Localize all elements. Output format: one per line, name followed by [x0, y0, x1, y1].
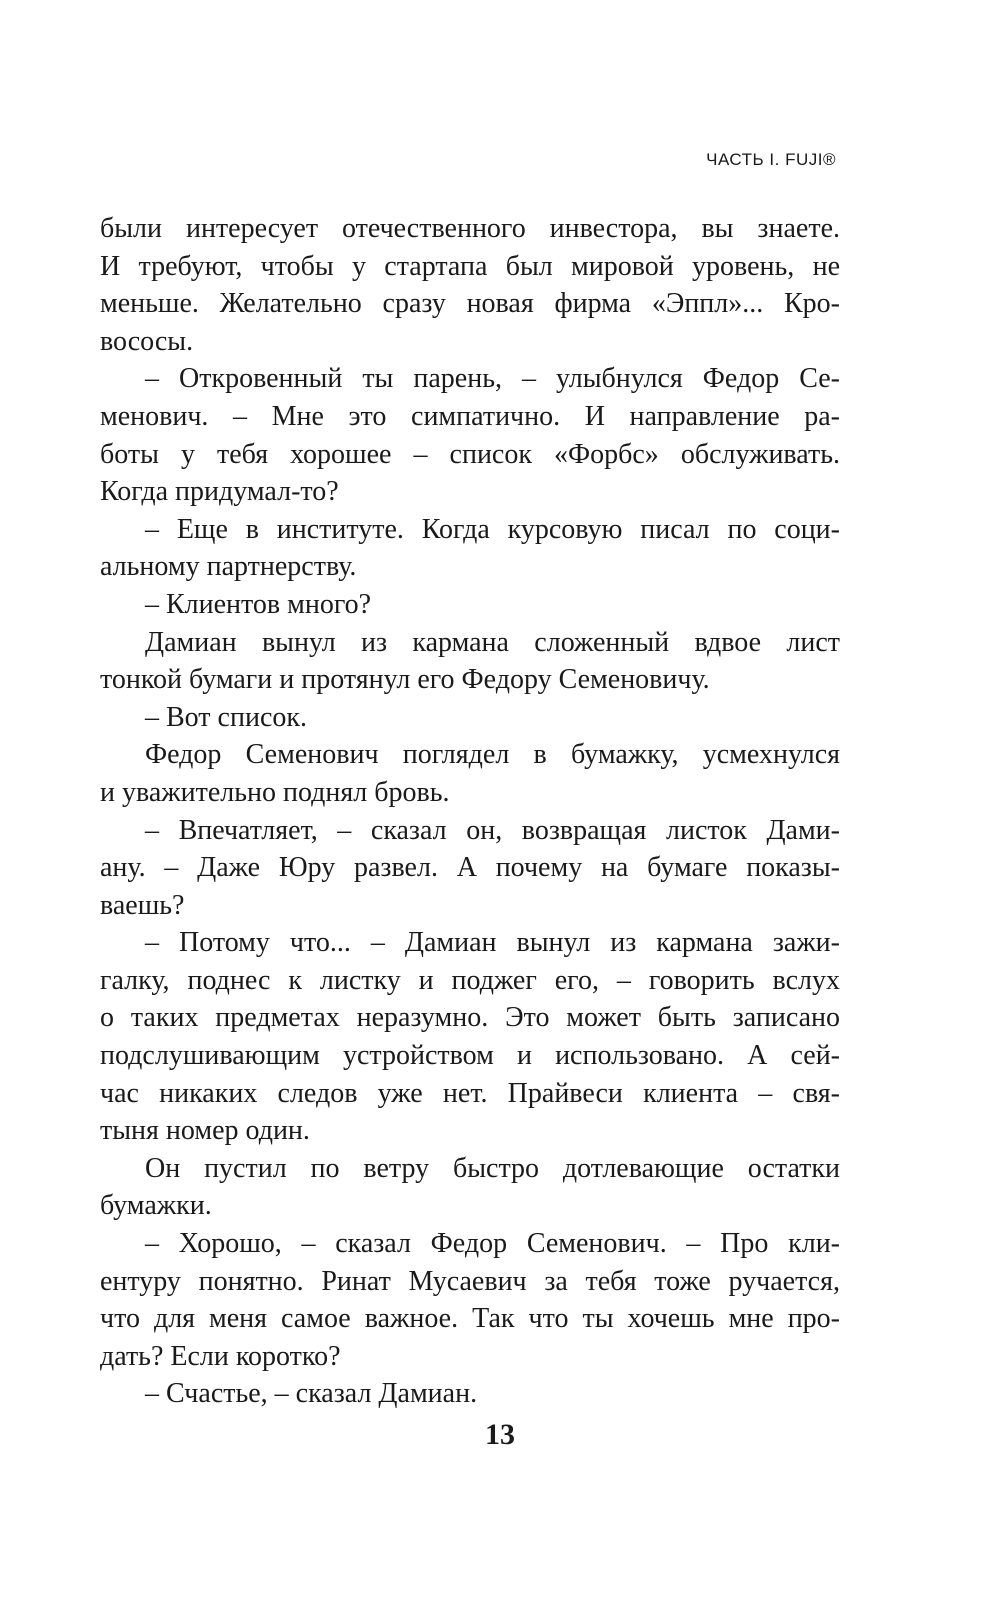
text-line: ваешь? [100, 889, 185, 921]
text-line: бумажки. [100, 1190, 212, 1222]
text-line: – Потому что... – Дамиан вынул из кармана зажи- [145, 927, 840, 959]
text-line: Он пустил по ветру быстро дотлевающие остатки [145, 1152, 840, 1184]
text-line: тыня номер один. [100, 1115, 310, 1147]
text-line: и уважительно поднял бровь. [100, 776, 450, 808]
text-line: дать? Если коротко? [100, 1340, 341, 1372]
text-line: что для меня самое важное. Так что ты хочешь мне про- [100, 1303, 840, 1335]
text-line: ентуру понятно. Ринат Мусаевич за тебя тоже ручается, [100, 1265, 840, 1297]
text-line: – Счастье, – сказал Дамиан. [145, 1378, 478, 1410]
text-line: – Вот список. [145, 701, 307, 733]
text-line: час никаких следов уже нет. Прайвеси клиента – свя- [100, 1077, 840, 1109]
text-line: – Откровенный ты парень, – улыбнулся Федор Се- [145, 363, 840, 395]
text-line: тонкой бумаги и протянул его Федору Семеновичу. [100, 664, 710, 696]
text-line: подслушивающим устройством и использовано. А сей- [100, 1040, 840, 1072]
text-line: Дамиан вынул из кармана сложенный вдвое лист [145, 626, 840, 658]
text-line: альному партнерству. [100, 551, 357, 583]
text-line: – Впечатляет, – сказал он, возвращая листок Дами- [145, 814, 840, 846]
text-line: ану. – Даже Юру развел. А почему на бумаге показы- [100, 852, 840, 884]
running-head: ЧАСТЬ I. FUJI® [706, 150, 836, 169]
text-line: о таких предметах неразумно. Это может быть записано [100, 1002, 840, 1034]
text-line: вососы. [100, 325, 194, 357]
text-line: – Клиентов много? [145, 588, 372, 620]
text-line: И требуют, чтобы у стартапа был мировой уровень, не [100, 250, 840, 282]
text-line: галку, поднес к листку и поджег его, – говорить вслух [100, 964, 840, 996]
page-number: 13 [485, 1418, 515, 1451]
text-line: – Хорошо, – сказал Федор Семенович. – Про кли- [145, 1228, 840, 1260]
text-line: меньше. Желательно сразу новая фирма «Эппл»... Кро- [100, 288, 840, 320]
text-line: Федор Семенович поглядел в бумажку, усмехнулся [145, 739, 840, 771]
text-line: менович. – Мне это симпатично. И направление ра- [100, 400, 840, 432]
body-text [100, 210, 840, 1413]
text-line: Когда придумал-то? [100, 476, 339, 508]
text-line: были интересует отечественного инвестора, вы знаете. [100, 213, 840, 244]
text-line: – Еще в институте. Когда курсовую писал по соци- [145, 513, 840, 545]
text-line: боты у тебя хорошее – список «Форбс» обслуживать. [100, 438, 840, 470]
